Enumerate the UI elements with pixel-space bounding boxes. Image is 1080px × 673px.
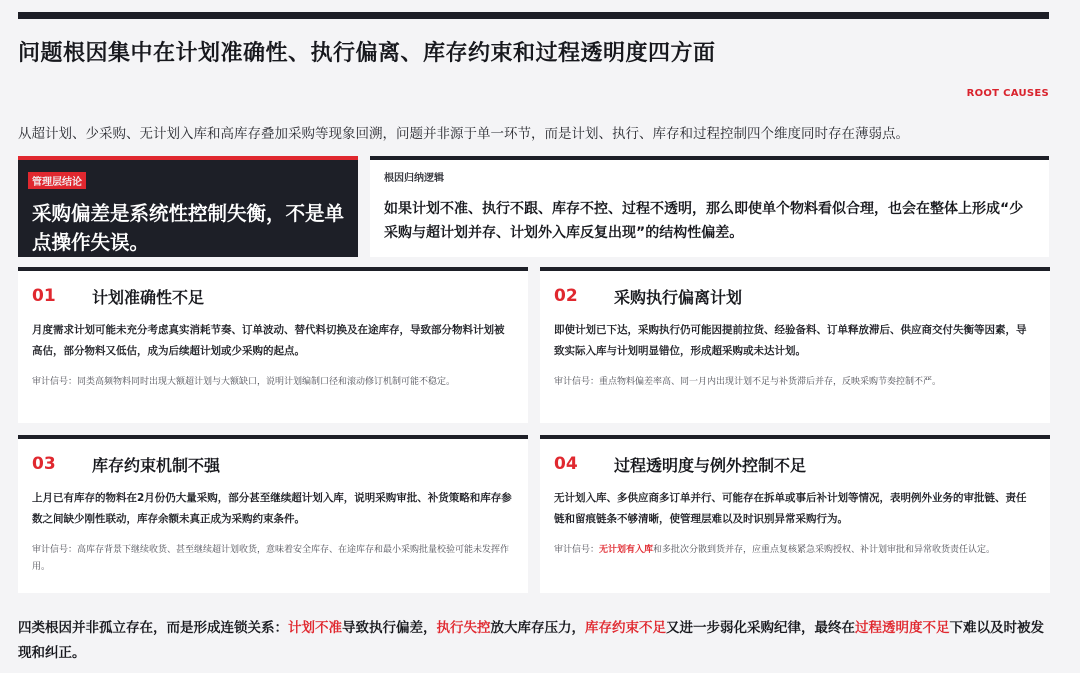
conclusion-text: 采购偏差是系统性控制失衡，不是单点操作失误。 — [32, 202, 345, 254]
summary-part: 放大库存压力， — [490, 620, 585, 636]
audit-signal — [554, 542, 1036, 559]
cause-card-inventory — [18, 435, 528, 593]
summary-part: 四类根因并非孤立存在，而是形成连锁关系： — [18, 620, 288, 636]
management-conclusion-box — [18, 156, 358, 257]
conclusion-label: 管理层结论 — [28, 172, 86, 189]
summary-highlight: 过程透明度不足 — [855, 620, 950, 636]
card-number: 04 — [554, 454, 578, 474]
card-title: 库存约束机制不强 — [92, 455, 221, 475]
audit-signal: 审计信号：同类高频物料同时出现大额超计划与大额缺口，说明计划编制口径和滚动修订机制可能不稳定。 — [32, 377, 456, 387]
audit-signal: 审计信号：重点物料偏差率高、同一月内出现计划不足与补货滞后并存，反映采购节奏控制不严。 — [554, 377, 942, 387]
summary-text — [18, 616, 1053, 666]
card-number: 02 — [554, 286, 578, 306]
card-number: 01 — [32, 286, 56, 306]
top-accent-bar — [18, 12, 1049, 19]
card-title: 计划准确性不足 — [92, 287, 205, 307]
summary-part: 导致执行偏差， — [342, 620, 437, 636]
logic-text: 如果计划不准、执行不跟、库存不控、过程不透明，那么即使单个物料看似合理，也会在整体上形成“少采购与超计划并存、计划外入库反复出现”的结构性偏差。 — [384, 201, 1024, 241]
cause-card-planning — [18, 267, 528, 423]
card-description: 无计划入库、多供应商多订单并行、可能存在拆单或事后补计划等情况，表明例外业务的审批链、责任链和留痕链条不够清晰，使管理层难以及时识别异常采购行为。 — [554, 492, 1027, 525]
cause-card-transparency — [540, 435, 1050, 593]
audit-signal-rest: 和多批次分散到货并存，应重点复核紧急采购授权、补计划审批和异常收货责任认定。 — [653, 545, 996, 555]
card-number: 03 — [32, 454, 56, 474]
card-title: 采购执行偏离计划 — [614, 287, 743, 307]
logic-label: 根因归纳逻辑 — [384, 173, 444, 184]
section-tag: ROOT CAUSES — [966, 88, 1049, 99]
summary-highlight: 库存约束不足 — [585, 620, 666, 636]
summary-highlight: 计划不准 — [288, 620, 342, 636]
root-cause-logic-box — [370, 156, 1049, 257]
summary-part: 又进一步弱化采购纪律，最终在 — [666, 620, 855, 636]
page-title: 问题根因集中在计划准确性、执行偏离、库存约束和过程透明度四方面 — [18, 41, 716, 66]
audit-signal: 审计信号：高库存背景下继续收货、甚至继续超计划收货，意味着安全库存、在途库存和最小采购批量校验可能未发挥作用。 — [32, 545, 510, 572]
audit-signal-prefix: 审计信号： — [554, 545, 600, 555]
summary-highlight: 执行失控 — [436, 620, 491, 636]
cause-card-execution — [540, 267, 1050, 423]
card-description: 上月已有库存的物料在2月份仍大量采购，部分甚至继续超计划入库，说明采购审批、补货策略和库存参数之间缺少刚性联动，库存余额未真正成为采购约束条件。 — [32, 492, 512, 525]
card-description: 月度需求计划可能未充分考虑真实消耗节奏、订单波动、替代料切换及在途库存，导致部分物料计划被高估，部分物料又低估，成为后续超计划或少采购的起点。 — [32, 324, 505, 357]
intro-text: 从超计划、少采购、无计划入库和高库存叠加采购等现象回溯，问题并非源于单一环节，而是计划、执行、库存和过程控制四个维度同时存在薄弱点。 — [18, 126, 909, 142]
card-description: 即使计划已下达，采购执行仍可能因提前拉货、经验备料、订单释放滞后、供应商交付失衡等因素，导致实际入库与计划明显错位，形成超采购或未达计划。 — [554, 324, 1027, 357]
summary-part: 下难以及时被发现和纠正。 — [18, 620, 1044, 661]
card-title: 过程透明度与例外控制不足 — [614, 455, 807, 475]
audit-signal-highlight: 无计划有入库 — [599, 545, 654, 555]
